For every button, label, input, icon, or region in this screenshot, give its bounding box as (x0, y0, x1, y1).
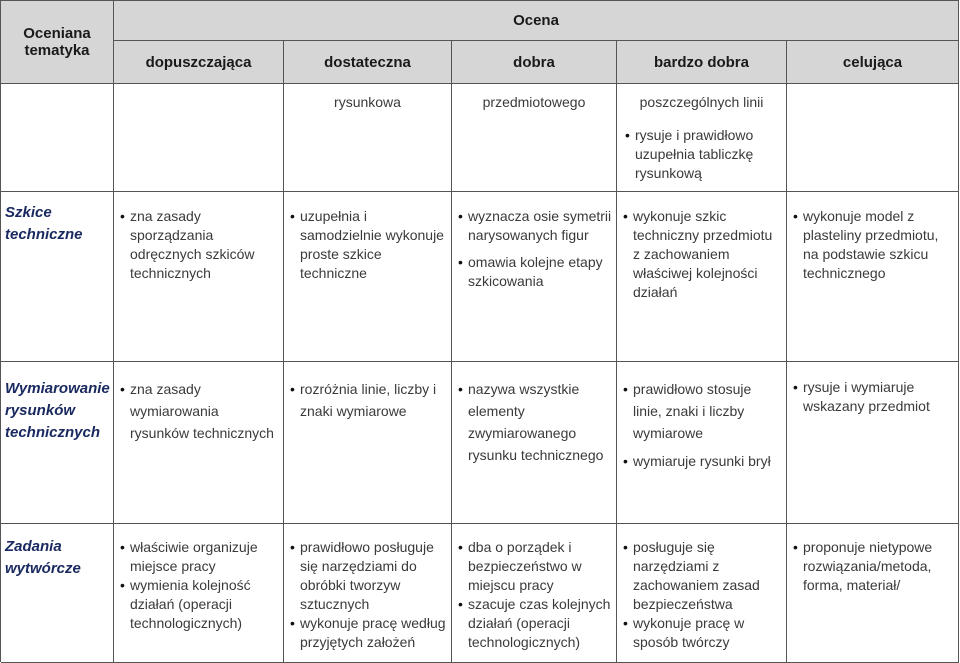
continuation-text: rysunkowa (334, 94, 401, 110)
list-item: • rysuje i wymiaruje wskazany przedmiot (791, 378, 954, 416)
topic-header-label: Oceniana tematyka (23, 25, 91, 59)
list-item: • wymiaruje rysunki brył (621, 450, 782, 472)
criteria-cell (452, 524, 617, 663)
list-item: • wykonuje model z plasteliny przedmiotu, na podstawie szkicu technicznego (791, 207, 954, 283)
list-item: • rysuje i prawidłowo uzupełnia tabliczkę rysunkową (623, 126, 776, 183)
continuation-topic-cell (1, 84, 114, 192)
criteria-cell (284, 524, 452, 663)
grade-label: bardzo dobra (653, 53, 749, 71)
list-item: • zna zasady sporządzania odręcznych szkiców technicznych (118, 207, 279, 283)
criteria-cell (284, 192, 452, 362)
list-item: • zna zasady wymiarowania rysunków technicznych (118, 378, 279, 444)
list-item: • dba o porządek i bezpieczeństwo w miejscu pracy (456, 538, 612, 595)
grade-header (114, 1, 959, 41)
continuation-cell (452, 84, 617, 192)
grade-column-celujaca (787, 41, 959, 84)
continuation-cell (617, 84, 787, 192)
criteria-cell (617, 524, 787, 663)
criteria-cell (452, 192, 617, 362)
grade-column-bardzo-dobra (617, 41, 787, 84)
row-topic-wymiarowanie (1, 362, 114, 524)
criteria-cell (617, 192, 787, 362)
list-item: • omawia kolejne etapy szkicowania (456, 253, 612, 291)
criteria-cell (787, 192, 959, 362)
grade-header-label: Ocena (513, 12, 559, 29)
grade-label: celująca (842, 53, 903, 71)
row-topic-label: Wymiarowanie rysunków technicznych (5, 380, 110, 441)
list-item: • wykonuje pracę według przyjętych założeń (288, 614, 447, 652)
continuation-text: przedmiotowego (482, 94, 586, 110)
grade-column-dostateczna (284, 41, 452, 84)
list-item: • uzupełnia i samodzielnie wykonuje proste szkice techniczne (288, 207, 447, 283)
list-item: • szacuje czas kolejnych działań (operacji technologicznych) (456, 595, 612, 652)
grade-column-dopuszczajaca (114, 41, 284, 84)
topic-header (1, 1, 114, 84)
list-item: • wykonuje szkic techniczny przedmiotu z zachowaniem właściwej kolejności działań (621, 207, 778, 302)
continuation-cell (114, 84, 284, 192)
list-item: • wymienia kolejność działań (operacji technologicznych) (118, 576, 279, 633)
criteria-cell (787, 524, 959, 663)
continuation-cell (787, 84, 959, 192)
list-item: • posługuje się narzędziami z zachowaniem zasad bezpieczeństwa (621, 538, 782, 614)
row-topic-zadania (1, 524, 114, 663)
row-topic-szkice (1, 192, 114, 362)
list-item: • prawidłowo stosuje linie, znaki i liczby wymiarowe (621, 378, 782, 444)
list-item: • rozróżnia linie, liczby i znaki wymiarowe (288, 378, 447, 422)
list-item: • nazywa wszystkie elementy zwymiarowanego rysunku technicznego (456, 378, 612, 466)
criteria-cell (114, 192, 284, 362)
criteria-cell (617, 362, 787, 524)
continuation-text: poszczególnych linii (639, 94, 764, 110)
criteria-cell (452, 362, 617, 524)
grade-column-dobra (452, 41, 617, 84)
row-topic-label: Szkice techniczne (5, 204, 83, 243)
criteria-cell (114, 524, 284, 663)
row-topic-label: Zadania wytwórcze (5, 538, 81, 577)
grade-label: dopuszczająca (145, 53, 252, 71)
criteria-cell (114, 362, 284, 524)
list-item: • wyznacza osie symetrii narysowanych figur (456, 207, 612, 245)
continuation-cell (284, 84, 452, 192)
list-item: • wykonuje pracę w sposób twórczy (621, 614, 782, 652)
list-item: • prawidłowo posługuje się narzędziami do obróbki tworzyw sztucznych (288, 538, 447, 614)
criteria-cell (787, 362, 959, 524)
list-item: • właściwie organizuje miejsce pracy (118, 538, 279, 576)
grade-label: dobra (513, 53, 555, 71)
criteria-cell (284, 362, 452, 524)
list-item: • proponuje nietypowe rozwiązania/metoda, forma, materiał/ (791, 538, 954, 595)
grade-label: dostateczna (324, 53, 411, 71)
